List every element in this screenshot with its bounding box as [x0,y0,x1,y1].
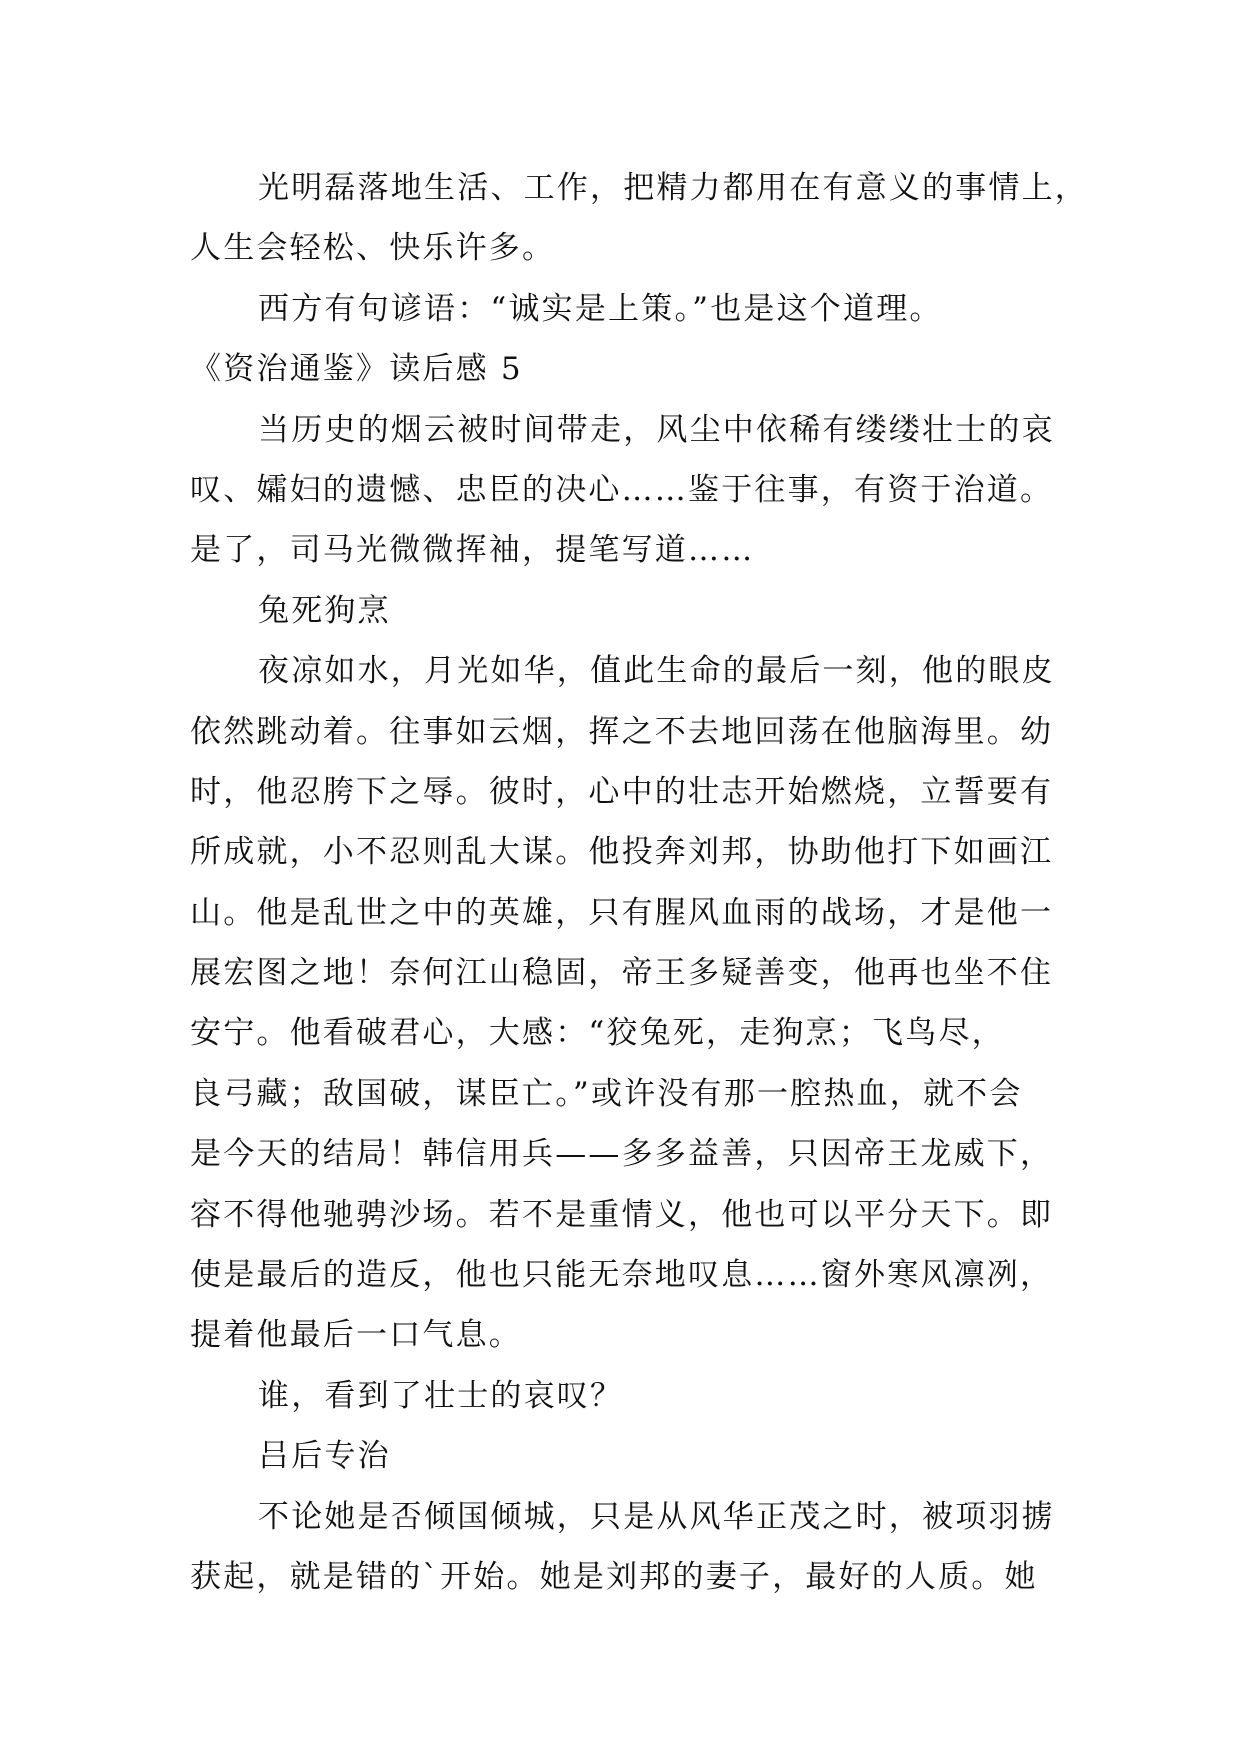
paragraph-line: 时，他忍胯下之辱。彼时，心中的壮志开始燃烧，立誓要有 [190,773,1054,810]
paragraph-line: 不论她是否倾国倾城，只是从风华正茂之时，被项羽掳 [258,1498,1055,1535]
paragraph-line: 当历史的烟云被时间带走，风尘中依稀有缕缕壮士的哀 [258,411,1055,448]
paragraph-line: 安宁。他看破君心，大感：“狡兔死，走狗烹；飞鸟尽， [190,1015,1005,1052]
paragraph-line: 叹、孀妇的遗憾、忠臣的决心……鉴于往事，有资于治道。 [190,471,1054,508]
paragraph-line: 展宏图之地！奈何江山稳固，帝王多疑善变，他再也坐不住 [190,955,1054,992]
paragraph-line: 谁，看到了壮士的哀叹？ [258,1377,624,1414]
document-body [190,158,1088,1607]
paragraph-line: 提着他最后一口气息。 [190,1317,522,1354]
subsection-heading: 兔死狗烹 [258,592,391,629]
paragraph-line: 获起，就是错的`开始。她是刘邦的妻子，最好的人质。她 [190,1558,1038,1595]
section-heading: 《资治通鉴》读后感 5 [190,351,523,388]
paragraph-line: 西方有句谚语：“诚实是上策。”也是这个道理。 [258,290,943,327]
paragraph-line: 山。他是乱世之中的英雄，只有腥风血雨的战场，才是他一 [190,894,1054,931]
paragraph-line: 人生会轻松、快乐许多。 [190,230,556,267]
paragraph-line: 容不得他驰骋沙场。若不是重情义，他也可以平分天下。即 [190,1196,1054,1233]
paragraph-line: 良弓藏；敌国破，谋臣亡。”或许没有那一腔热血，就不会 [190,1075,1023,1112]
paragraph-line: 光明磊落地生活、工作，把精力都用在有意义的事情上， [258,170,1088,206]
paragraph-line: 使是最后的造反，他也只能无奈地叹息……窗外寒风凛冽， [190,1257,1054,1294]
subsection-heading: 吕后专治 [258,1438,391,1475]
paragraph-line: 夜凉如水，月光如华，值此生命的最后一刻，他的眼皮 [258,653,1055,690]
paragraph-line: 依然跳动着。往事如云烟，挥之不去地回荡在他脑海里。幼 [190,713,1054,750]
paragraph-line: 所成就，小不忍则乱大谋。他投奔刘邦，协助他打下如画江 [190,834,1054,871]
paragraph-line: 是今天的结局！韩信用兵——多多益善，只因帝王龙威下， [190,1136,1054,1173]
paragraph-line: 是了，司马光微微挥袖，提笔写道…… [190,532,755,569]
